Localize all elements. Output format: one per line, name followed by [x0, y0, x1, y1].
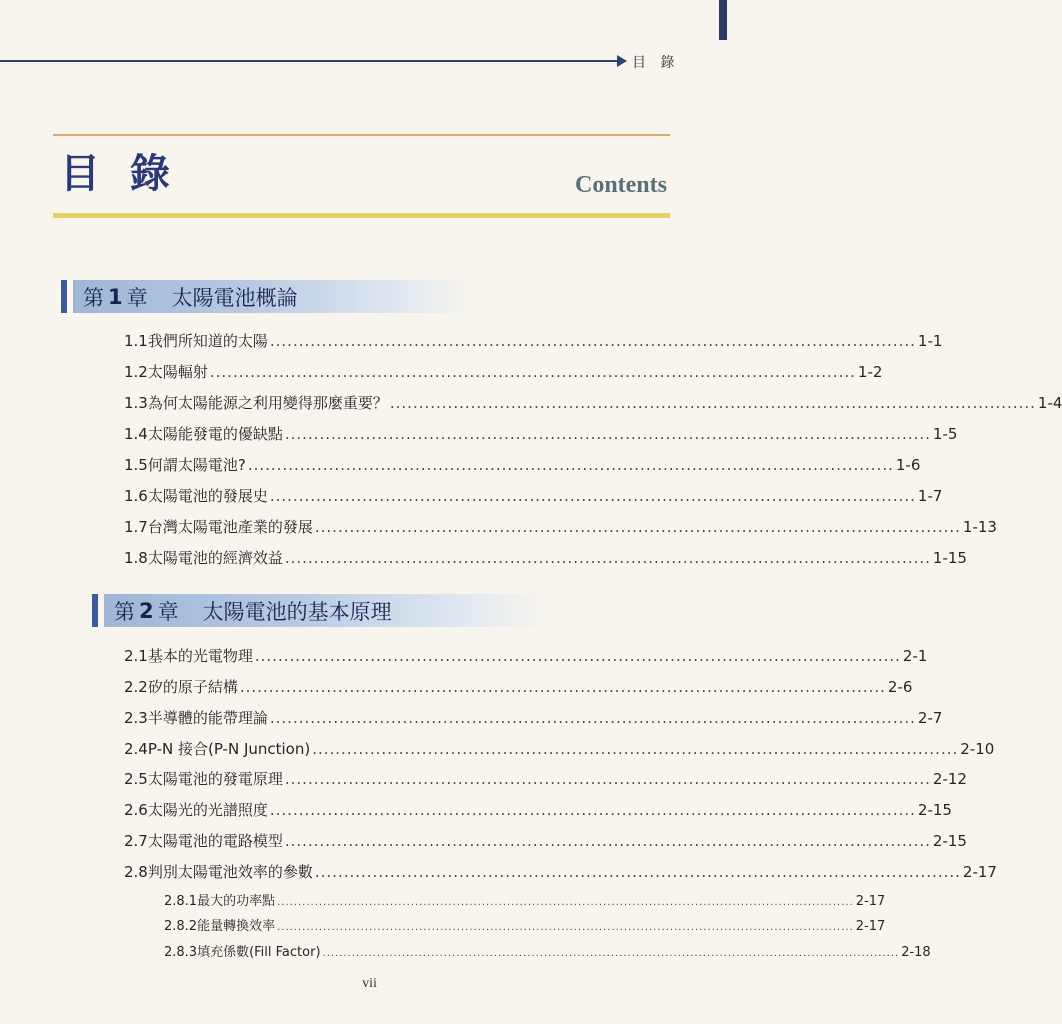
toc-entry[interactable]	[124, 330, 943, 351]
toc-subentry[interactable]	[164, 890, 886, 909]
dot-leader: ................................................................................................................	[269, 709, 916, 727]
page-title-english: Contents	[574, 172, 667, 198]
dot-leader: ................................................................................................................	[389, 394, 1036, 412]
chapter-number: 1	[108, 284, 123, 309]
entry-page: 2-15	[932, 832, 967, 850]
entry-title: 太陽電池的經濟效益	[147, 549, 283, 567]
entry-number: 2.5	[124, 770, 148, 788]
entry-number: 1.3	[124, 394, 148, 412]
toc-entry[interactable]	[124, 799, 952, 820]
entry-title: 太陽電池的電路模型	[147, 832, 283, 850]
entry-title: 矽的原子結構	[147, 678, 238, 696]
chapter-title: 太陽電池的基本原理	[202, 599, 392, 624]
running-header-title: 目 錄	[632, 55, 680, 71]
subentry-number: 2.8.3	[164, 945, 198, 960]
entry-title: 太陽電池的發電原理	[147, 770, 283, 788]
toc-entry[interactable]	[124, 707, 943, 728]
chapter-2-heading[interactable]	[92, 594, 544, 627]
toc-entry[interactable]	[124, 392, 1062, 413]
toc-entry[interactable]	[124, 423, 958, 444]
dot-leader: ................................................................................................................	[269, 487, 916, 505]
chapter-marker	[61, 280, 67, 313]
dot-leader: ................................................................................................................	[284, 549, 931, 567]
toc-entry[interactable]	[124, 768, 967, 789]
entry-number: 2.2	[124, 678, 148, 696]
entry-page: 1-5	[932, 425, 958, 443]
entry-title: 太陽輻射	[147, 363, 208, 381]
entry-title: 何謂太陽電池?	[147, 456, 246, 474]
subentry-title: 填充係數(Fill Factor)	[197, 945, 321, 960]
chapter-marker	[92, 594, 98, 627]
entry-page: 2-10	[960, 740, 995, 758]
arrow-right-icon	[617, 55, 627, 67]
entry-page: 2-6	[887, 678, 913, 696]
entry-page: 2-15	[917, 801, 952, 819]
subentry-title: 最大的功率點	[197, 894, 276, 909]
chapter-prefix: 第	[83, 285, 104, 310]
corner-tab-marker	[719, 0, 727, 40]
entry-title: 為何太陽能源之利用變得那麼重要？	[147, 394, 388, 412]
toc-entry[interactable]	[124, 861, 997, 882]
entry-number: 2.6	[124, 801, 148, 819]
entry-page: 2-7	[917, 709, 943, 727]
title-top-rule	[53, 134, 670, 136]
entry-number: 1.2	[124, 363, 148, 381]
dot-leader: ................................................................................................................	[269, 332, 916, 350]
entry-number: 2.8	[124, 863, 148, 881]
entry-page: 1-2	[857, 363, 883, 381]
dot-leader: ..........................................................................................................................................	[322, 948, 900, 959]
entry-number: 2.3	[124, 709, 148, 727]
entry-title: 基本的光電物理	[147, 647, 253, 665]
entry-page: 1-6	[895, 456, 921, 474]
entry-page: 1-15	[932, 549, 967, 567]
toc-entry[interactable]	[124, 738, 995, 759]
title-bottom-rule	[53, 213, 670, 218]
dot-leader: ................................................................................................................	[312, 740, 959, 758]
entry-page: 2-1	[902, 647, 928, 665]
chapter-band	[104, 594, 544, 627]
chapter-number: 2	[139, 598, 154, 623]
chapter-prefix: 第	[114, 599, 135, 624]
entry-number: 2.7	[124, 832, 148, 850]
dot-leader: ................................................................................................................	[284, 425, 931, 443]
entry-number: 1.5	[124, 456, 148, 474]
entry-number: 2.4	[124, 740, 148, 758]
entry-title: 太陽光的光譜照度	[147, 801, 268, 819]
page-title: 目 錄	[60, 150, 178, 197]
entry-title: 判別太陽電池效率的參數	[147, 863, 313, 881]
subentry-title: 能量轉換效率	[197, 919, 276, 934]
subentry-page: 2-17	[855, 919, 886, 934]
chapter-suffix: 章	[126, 285, 148, 310]
entry-title: 太陽能發電的優缺點	[147, 425, 283, 443]
chapter-title: 太陽電池概論	[171, 285, 298, 310]
dot-leader: ................................................................................................................	[314, 518, 961, 536]
toc-subentry[interactable]	[164, 941, 931, 960]
toc-entry[interactable]	[124, 516, 997, 537]
chapter-suffix: 章	[157, 599, 179, 624]
entry-number: 1.8	[124, 549, 148, 567]
dot-leader: ................................................................................................................	[314, 863, 961, 881]
entry-page: 2-17	[962, 863, 997, 881]
page-folio: vii	[362, 976, 377, 991]
entry-number: 1.6	[124, 487, 148, 505]
dot-leader: ................................................................................................................	[247, 456, 894, 474]
entry-page: 1-7	[917, 487, 943, 505]
toc-entry[interactable]	[124, 361, 883, 382]
toc-entry[interactable]	[124, 547, 967, 568]
running-header-rule	[0, 60, 622, 62]
entry-number: 1.1	[124, 332, 148, 350]
dot-leader: ................................................................................................................	[239, 678, 886, 696]
chapter-1-heading[interactable]	[61, 280, 473, 313]
subentry-page: 2-17	[855, 894, 886, 909]
toc-entry[interactable]	[124, 676, 913, 697]
toc-entry[interactable]	[124, 454, 921, 475]
toc-entry[interactable]	[124, 830, 967, 851]
entry-number: 1.4	[124, 425, 148, 443]
entry-page: 1-1	[917, 332, 943, 350]
subentry-number: 2.8.2	[164, 919, 198, 934]
toc-entry[interactable]	[124, 485, 943, 506]
toc-entry[interactable]	[124, 645, 928, 666]
entry-page: 2-12	[932, 770, 967, 788]
dot-leader: ..........................................................................................................................................	[277, 897, 854, 908]
subentry-number: 2.8.1	[164, 894, 198, 909]
subentry-page: 2-18	[901, 945, 931, 960]
entry-number: 1.7	[124, 518, 148, 536]
dot-leader: ................................................................................................................	[209, 363, 856, 381]
dot-leader: ................................................................................................................	[269, 801, 916, 819]
dot-leader: ..........................................................................................................................................	[277, 922, 854, 933]
entry-page: 1-4	[1037, 394, 1062, 412]
entry-title: 半導體的能帶理論	[147, 709, 268, 727]
chapter-band	[73, 280, 473, 313]
entry-title: 太陽電池的發展史	[147, 487, 268, 505]
entry-title: 台灣太陽電池產業的發展	[147, 518, 313, 536]
dot-leader: ................................................................................................................	[284, 832, 931, 850]
entry-page: 1-13	[962, 518, 997, 536]
entry-number: 2.1	[124, 647, 148, 665]
toc-subentry[interactable]	[164, 915, 886, 934]
dot-leader: ................................................................................................................	[284, 770, 931, 788]
entry-title: 我們所知道的太陽	[147, 332, 268, 350]
dot-leader: ................................................................................................................	[254, 647, 901, 665]
entry-title: P-N 接合(P-N Junction)	[147, 740, 311, 758]
